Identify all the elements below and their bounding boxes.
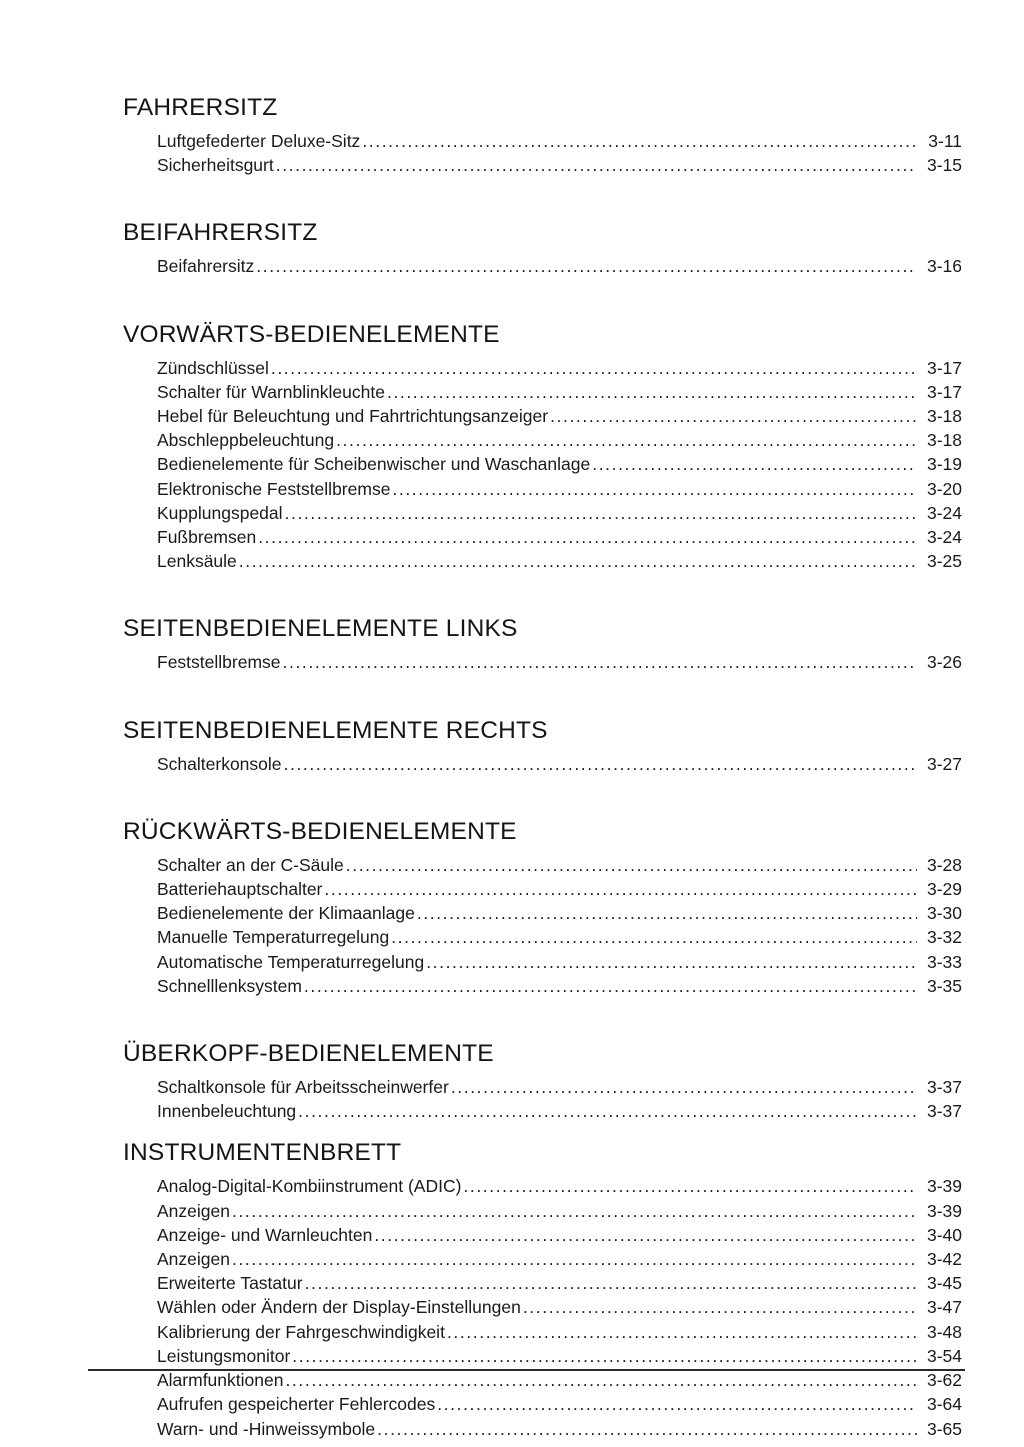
entry-label: Warn- und -Hinweissymbole [157, 1418, 376, 1439]
toc-sections [0, 94, 1024, 1441]
entry-label: Aufrufen gespeicherter Fehlercodes [157, 1394, 436, 1415]
section-entries [157, 254, 962, 278]
entry-page-number: 3-11 [928, 131, 962, 151]
dot-leader [232, 1199, 917, 1223]
entry-label: Elektronische Feststellbremse [157, 478, 391, 499]
toc-entry [157, 877, 962, 901]
toc-section [123, 1139, 962, 1440]
entry-page-number: 3-42 [926, 1249, 962, 1270]
dot-leader [463, 1174, 917, 1198]
entry-page-number: 3-18 [926, 406, 962, 427]
dot-leader [283, 650, 917, 674]
dot-leader [550, 404, 917, 428]
entry-label: Schalter an der C-Säule [157, 854, 344, 875]
dot-leader [447, 1320, 917, 1344]
section-title: BEIFAHRERSITZ [123, 219, 318, 247]
toc-entry [157, 1199, 962, 1223]
entry-page-number: 3-47 [926, 1297, 962, 1318]
entry-label: Anzeigen [157, 1200, 230, 1221]
dot-leader [437, 1392, 917, 1416]
section-entries [157, 752, 962, 776]
dot-leader [387, 380, 917, 404]
entry-label: Automatische Temperaturregelung [157, 951, 425, 972]
toc-entry [157, 254, 962, 278]
entry-label: Batteriehauptschalter [157, 879, 323, 900]
dot-leader [298, 1099, 917, 1123]
toc-entry [157, 356, 962, 380]
dot-leader [346, 853, 917, 877]
entry-label: Erweiterte Tastatur [157, 1273, 303, 1294]
toc-entry [157, 153, 962, 177]
entry-label: Kalibrierung der Fahrgeschwindigkeit [157, 1321, 445, 1342]
dot-leader [285, 501, 917, 525]
toc-entry [157, 650, 962, 674]
dot-leader [305, 1271, 917, 1295]
dot-leader [523, 1295, 917, 1319]
entry-label: Bedienelemente für Scheibenwischer und Waschanlage [157, 454, 591, 475]
entry-page-number: 3-28 [926, 854, 962, 875]
dot-leader [304, 974, 917, 998]
section-title: SEITENBEDIENELEMENTE RECHTS [123, 716, 548, 744]
entry-page-number: 3-27 [926, 753, 962, 774]
dot-leader [258, 525, 917, 549]
dot-leader [426, 950, 917, 974]
entry-page-number: 3-16 [926, 256, 962, 277]
dot-leader [256, 254, 917, 278]
entry-page-number: 3-24 [926, 502, 962, 523]
toc-entry [157, 901, 962, 925]
entry-page-number: 3-39 [926, 1200, 962, 1221]
toc-section [123, 1040, 962, 1123]
toc-entry [157, 129, 962, 153]
footer-rule [88, 1369, 965, 1371]
entry-label: Leistungsmonitor [157, 1345, 291, 1366]
entry-label: Hebel für Beleuchtung und Fahrtrichtungsanzeiger [157, 406, 549, 427]
toc-entry [157, 752, 962, 776]
entry-label: Alarmfunktionen [157, 1370, 284, 1391]
entry-page-number: 3-37 [926, 1101, 962, 1122]
dot-leader [451, 1075, 917, 1099]
dot-leader [284, 752, 917, 776]
entry-label: Feststellbremse [157, 652, 281, 673]
toc-entry [157, 501, 962, 525]
toc-entry [157, 974, 962, 998]
dot-leader [377, 1417, 917, 1441]
section-entries [157, 1075, 962, 1123]
toc-entry [157, 1368, 962, 1392]
entry-page-number: 3-20 [926, 478, 962, 499]
toc-section [123, 321, 962, 574]
entry-label: Zündschlüssel [157, 357, 269, 378]
entry-page-number: 3-62 [926, 1370, 962, 1391]
entry-label: Fußbremsen [157, 527, 257, 548]
section-entries [157, 853, 962, 998]
dot-leader [276, 153, 917, 177]
entry-label: Bedienelemente der Klimaanlage [157, 903, 415, 924]
entry-page-number: 3-19 [926, 454, 962, 475]
entry-label: Manuelle Temperaturregelung [157, 927, 390, 948]
entry-label: Schalter für Warnblinkleuchte [157, 381, 385, 402]
entry-label: Anzeige- und Warnleuchten [157, 1224, 373, 1245]
entry-page-number: 3-17 [926, 381, 962, 402]
toc-entry [157, 380, 962, 404]
toc-entry [157, 925, 962, 949]
entry-label: Luftgefederter Deluxe-Sitz [157, 131, 361, 151]
section-title: FAHRERSITZ [123, 94, 278, 121]
entry-page-number: 3-17 [926, 357, 962, 378]
entry-page-number: 3-48 [926, 1321, 962, 1342]
toc-entry [157, 1295, 962, 1319]
entry-label: Schaltkonsole für Arbeitsscheinwerfer [157, 1077, 449, 1098]
toc-entry [157, 452, 962, 476]
dot-leader [239, 549, 917, 573]
entry-page-number: 3-45 [926, 1273, 962, 1294]
toc-entry [157, 1075, 962, 1099]
entry-page-number: 3-29 [926, 879, 962, 900]
entry-page-number: 3-39 [926, 1176, 962, 1197]
dot-leader [285, 1368, 917, 1392]
entry-page-number: 3-64 [926, 1394, 962, 1415]
toc-section [123, 818, 962, 998]
entry-label: Lenksäule [157, 551, 237, 572]
toc-section [123, 717, 962, 776]
section-entries [157, 129, 962, 177]
toc-section [123, 615, 962, 674]
dot-leader [592, 452, 917, 476]
dot-leader [232, 1247, 917, 1271]
entry-label: Schnelllenksystem [157, 975, 302, 996]
entry-page-number: 3-26 [926, 652, 962, 673]
entry-page-number: 3-25 [926, 551, 962, 572]
toc-entry [157, 1271, 962, 1295]
entry-page-number: 3-65 [926, 1418, 962, 1439]
toc-section [123, 219, 962, 278]
section-entries [157, 650, 962, 674]
dot-leader [336, 428, 917, 452]
dot-leader [271, 356, 917, 380]
dot-leader [362, 129, 917, 153]
toc-entry [157, 1344, 962, 1368]
toc-entry [157, 1320, 962, 1344]
toc-entry [157, 525, 962, 549]
dot-leader [392, 477, 917, 501]
entry-page-number: 3-18 [926, 430, 962, 451]
entry-page-number: 3-30 [926, 903, 962, 924]
toc-entry [157, 477, 962, 501]
entry-label: Beifahrersitz [157, 256, 255, 277]
section-entries [157, 1174, 962, 1440]
section-title: INSTRUMENTENBRETT [123, 1139, 402, 1167]
dot-leader [292, 1344, 917, 1368]
entry-page-number: 3-24 [926, 527, 962, 548]
toc-entry [157, 853, 962, 877]
toc-entry [157, 1174, 962, 1198]
entry-page-number: 3-37 [926, 1077, 962, 1098]
entry-label: Analog-Digital-Kombiinstrument (ADIC) [157, 1176, 462, 1197]
toc-entry [157, 1223, 962, 1247]
dot-leader [391, 925, 917, 949]
section-entries [157, 356, 962, 574]
toc-entry [157, 1247, 962, 1271]
section-title: ÜBERKOPF-BEDIENELEMENTE [123, 1040, 494, 1068]
entry-label: Wählen oder Ändern der Display-Einstellungen [157, 1297, 521, 1318]
section-title: RÜCKWÄRTS-BEDIENELEMENTE [123, 817, 517, 845]
toc-entry [157, 1099, 962, 1123]
entry-label: Sicherheitsgurt [157, 155, 274, 176]
entry-page-number: 3-15 [926, 155, 962, 176]
toc-entry [157, 428, 962, 452]
entry-label: Anzeigen [157, 1249, 230, 1270]
toc-section [123, 94, 962, 177]
entry-label: Innenbeleuchtung [157, 1101, 297, 1122]
dot-leader [324, 877, 917, 901]
toc-entry [157, 1392, 962, 1416]
toc-entry [157, 549, 962, 573]
entry-page-number: 3-54 [926, 1345, 962, 1366]
entry-label: Schalterkonsole [157, 753, 282, 774]
section-title: SEITENBEDIENELEMENTE LINKS [123, 615, 518, 643]
entry-page-number: 3-35 [926, 975, 962, 996]
entry-page-number: 3-33 [926, 951, 962, 972]
toc-entry [157, 950, 962, 974]
dot-leader [374, 1223, 917, 1247]
toc-entry [157, 1417, 962, 1441]
entry-label: Kupplungspedal [157, 502, 283, 523]
entry-label: Abschleppbeleuchtung [157, 430, 335, 451]
section-title: VORWÄRTS-BEDIENELEMENTE [123, 320, 500, 348]
dot-leader [417, 901, 917, 925]
toc-entry [157, 404, 962, 428]
entry-page-number: 3-40 [926, 1224, 962, 1245]
entry-page-number: 3-32 [926, 927, 962, 948]
